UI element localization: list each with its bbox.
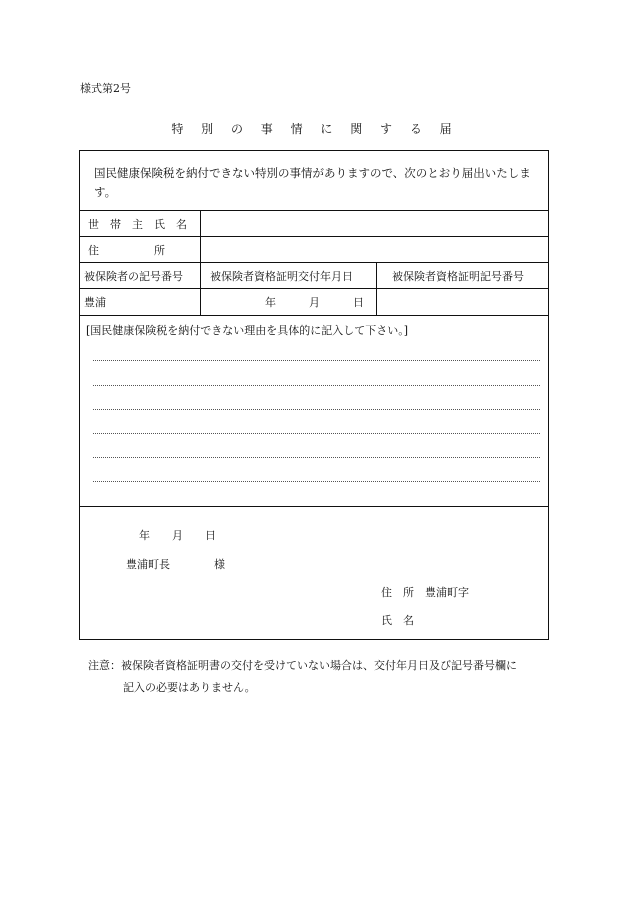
note-line-1: 注意：被保険者資格証明書の交付を受けていない場合は、交付年月日及び記号番号欄に [88,659,517,672]
insured-number-value: 豊浦 [84,296,106,309]
form-title: 特 別 の 事 情 に 関 す る 届 [171,122,459,136]
cert-date-label: 被保険者資格証明交付年月日 [210,270,353,283]
applicant-name: 氏 名 [381,614,414,627]
address-label: 住 所 [88,244,165,257]
row-divider [79,288,549,289]
reason-dotted-line [93,409,540,410]
insured-number-label: 被保険者の記号番号 [84,270,183,283]
reason-dotted-line [93,481,540,482]
reason-dotted-line [93,433,540,434]
section-divider [79,506,549,507]
column-divider [376,262,377,315]
submission-date: 年 月 日 [139,529,216,542]
reason-dotted-line [93,457,540,458]
reason-dotted-line [93,385,540,386]
applicant-address: 住 所 豊浦町字 [381,586,469,599]
cert-date-value: 年 月 日 [265,296,364,309]
row-divider [79,210,549,211]
row-divider [79,236,549,237]
householder-name-label: 世 帯 主 氏 名 [88,218,187,231]
cert-number-label: 被保険者資格証明記号番号 [392,270,524,283]
row-divider [79,262,549,263]
recipient-line: 豊浦町長 様 [126,558,225,571]
row-divider [79,315,549,316]
note-line-2: 記入の必要はありません。 [123,681,256,694]
reason-dotted-line [93,360,540,361]
intro-text: 国民健康保険税を納付できない特別の事情がありますので、次のとおり届出いたします。 [94,166,531,199]
column-divider [200,210,201,315]
reason-label: [国民健康保険税を納付できない理由を具体的に記入して下さい。] [86,324,409,337]
form-number: 様式第2号 [80,82,131,95]
